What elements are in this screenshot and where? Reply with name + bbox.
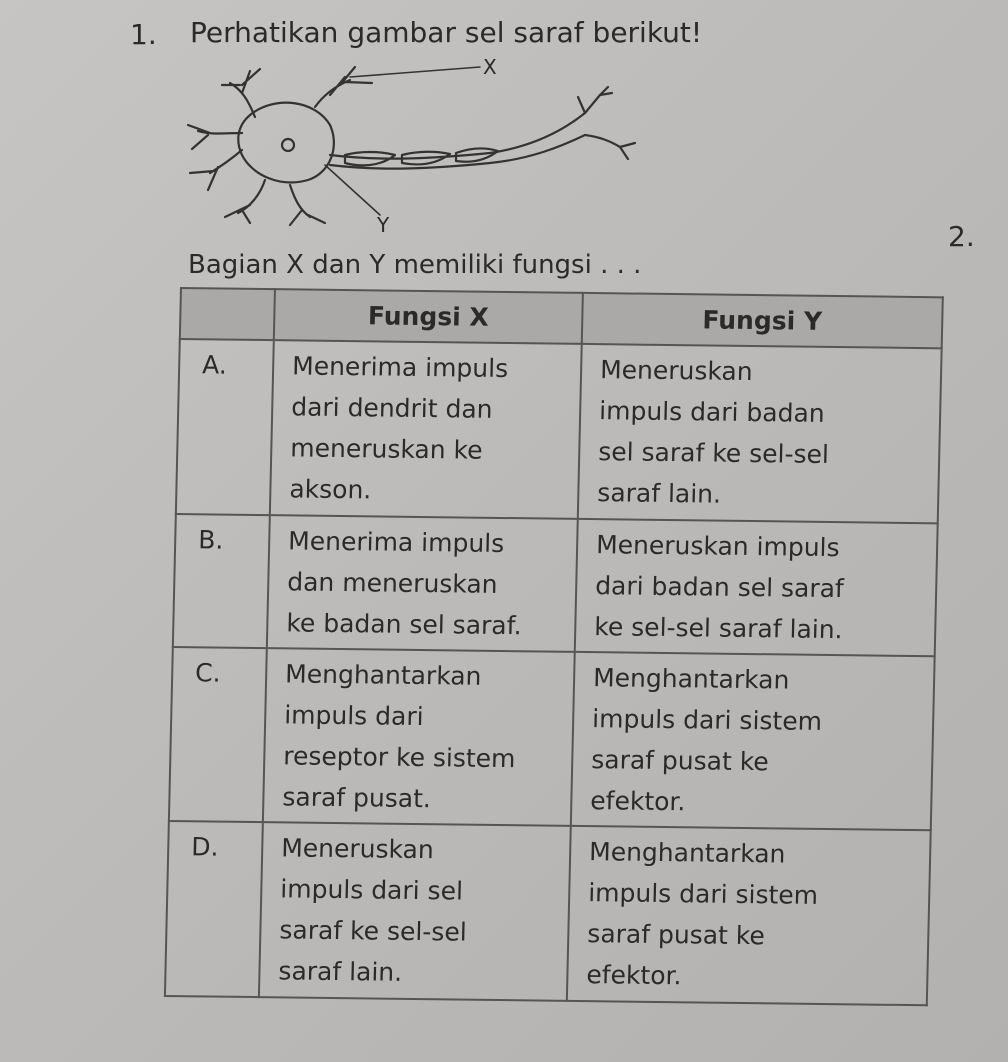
axon-upper bbox=[330, 95, 600, 159]
header-fungsi-x: Fungsi X bbox=[274, 289, 583, 344]
next-question-number: 2. bbox=[948, 220, 975, 253]
question-prompt: Bagian X dan Y memiliki fungsi . . . bbox=[188, 250, 642, 280]
question-text: Perhatikan gambar sel saraf berikut! bbox=[190, 16, 703, 49]
table-row-a bbox=[176, 339, 942, 523]
question-number: 1. bbox=[130, 18, 157, 51]
dendrite-lower-left bbox=[190, 150, 242, 190]
cell-body-outline bbox=[238, 103, 334, 183]
answer-table-wrapper bbox=[164, 287, 944, 1006]
table-header-row bbox=[180, 288, 943, 348]
dendrite-bottom bbox=[225, 180, 265, 223]
option-letter: C. bbox=[169, 647, 267, 823]
dendrite-bottom-right bbox=[290, 185, 325, 225]
label-y: Y bbox=[377, 213, 390, 237]
header-fungsi-y: Fungsi Y bbox=[582, 293, 943, 348]
table-row-c bbox=[169, 647, 935, 831]
answer-table bbox=[164, 287, 944, 1006]
option-letter: A. bbox=[176, 339, 274, 515]
dendrite-top-left bbox=[222, 69, 260, 117]
option-b-fungsi-y: Meneruskan impuls dari badan sel saraf ke sel-sel saraf lain. bbox=[594, 529, 845, 644]
table-row-d bbox=[165, 821, 931, 1005]
header-empty bbox=[180, 288, 275, 340]
table-row-b bbox=[173, 514, 938, 657]
axon-terminal-bottom bbox=[585, 135, 635, 159]
option-a-fungsi-y: Meneruskan impuls dari badan sel saraf ke sel-sel saraf lain. bbox=[597, 355, 830, 509]
neuron-diagram bbox=[180, 55, 650, 245]
label-x: X bbox=[483, 55, 497, 79]
option-b-fungsi-x: Menerima impuls dan meneruskan ke badan sel saraf. bbox=[286, 525, 522, 640]
option-letter: B. bbox=[173, 514, 270, 649]
option-d-fungsi-y: Menghantarkan impuls dari sistem saraf pusat ke efektor. bbox=[586, 837, 819, 991]
dendrite-top-right bbox=[315, 67, 372, 107]
option-d-fungsi-x: Meneruskan impuls dari sel saraf ke sel-sel saraf lain. bbox=[278, 833, 468, 988]
option-c-fungsi-y: Menghantarkan impuls dari sistem saraf pusat ke efektor. bbox=[590, 663, 823, 817]
option-letter: D. bbox=[165, 821, 263, 997]
option-c-fungsi-x: Menghantarkan impuls dari reseptor ke sistem saraf pusat. bbox=[282, 659, 516, 814]
option-a-fungsi-x: Menerima impuls dari dendrit dan meneruskan ke akson. bbox=[289, 351, 509, 505]
dendrite-left bbox=[188, 125, 242, 149]
